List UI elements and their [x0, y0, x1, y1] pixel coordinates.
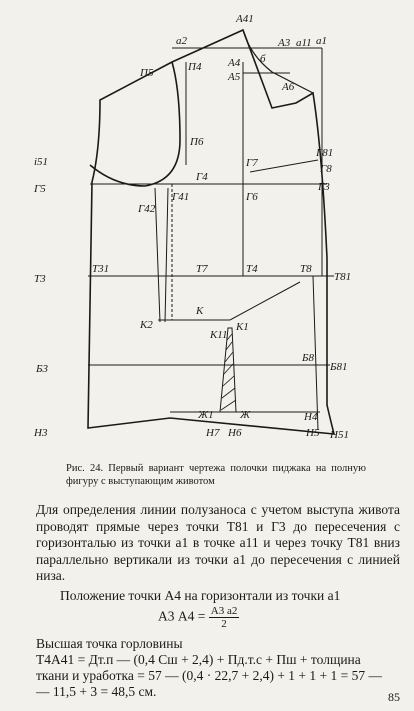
label-t8: Т8 [300, 263, 312, 275]
label-k1: К1 [236, 321, 249, 333]
label-n5: Н5 [306, 427, 320, 439]
formula-1-num: А3 а2 [210, 605, 238, 617]
label-n4: Н4 [304, 411, 318, 423]
label-g3: Г3 [318, 181, 330, 193]
label-g4: Г4 [196, 171, 208, 183]
outer-contour [88, 30, 334, 434]
formula-2-line-3: — 11,5 + 3 = 48,5 см. [36, 684, 157, 699]
label-a4: А4 [228, 57, 241, 69]
label-n7: Н7 [206, 427, 220, 439]
label-g41: Г41 [172, 191, 190, 203]
label-p5: П5 [140, 67, 154, 79]
label-t7: Т7 [196, 263, 208, 275]
label-b3: Б3 [36, 363, 48, 375]
paragraph-1: Для определения линии полузаноса с учетом выступа живота проводят прямые через точки Т81 и Г3 до пересечения с горизонталью из точки а1 в точке а11 и через точку Т81 вниз параллельно вертикали из точки а1 до пересечения с линией низа. [36, 502, 400, 583]
label-p4: П4 [188, 61, 202, 73]
label-k2: К2 [140, 319, 153, 331]
label-zh: Ж [240, 409, 251, 421]
label-a1: а1 [316, 35, 327, 47]
label-n6: Н6 [228, 427, 242, 439]
line-dart-left [155, 188, 160, 322]
label-g81: Г81 [316, 147, 334, 159]
label-b81: Б81 [330, 361, 348, 373]
label-t81: Т81 [334, 271, 352, 283]
label-g42: Г42 [138, 203, 156, 215]
label-a2: а2 [176, 35, 187, 47]
formula-2-line-2: ткани и уработка = 57 — (0,4 · 22,7 + 2,4) + 1 + 1 + 1 = 57 — [36, 668, 383, 683]
label-i51: i51 [34, 156, 49, 168]
line-k2-k1 [158, 282, 300, 320]
label-k11: К11 [210, 329, 228, 341]
label-t3: Т3 [34, 273, 46, 285]
label-n51: Н51 [330, 429, 349, 441]
formula-1-den: 2 [221, 618, 227, 630]
label-g7: Г7 [246, 157, 258, 169]
label-k: К [196, 305, 204, 317]
label-a6: А6 [282, 81, 295, 93]
paragraph-2: Положение точки А4 на горизонтали из точки а1 [60, 588, 341, 603]
formula-1 [158, 605, 239, 630]
label-g8: Г8 [320, 163, 332, 175]
heading: Высшая точка горловины [36, 636, 183, 651]
armhole-curve [90, 62, 180, 186]
label-t31: Т31 [92, 263, 110, 275]
label-a5: А5 [228, 71, 241, 83]
label-g5: Г5 [34, 183, 46, 195]
formula-1-left: А3 А4 = [158, 608, 206, 624]
formula-1-fraction [209, 605, 240, 630]
label-a11: а11 [296, 37, 312, 49]
formula-2-line-1: Т4А41 = Дт.п — (0,4 Сш + 2,4) + Пд.т.с + Пш + толщина [36, 652, 361, 667]
figure-caption: Рис. 24. Первый вариант чертежа полочки пиджака на полную фигуру с выступающим животом [66, 463, 366, 487]
label-zh1: Ж1 [198, 409, 214, 421]
page-number: 85 [388, 690, 400, 704]
label-b8: Б8 [302, 352, 314, 364]
label-t4: Т4 [246, 263, 258, 275]
label-p6: П6 [190, 136, 204, 148]
label-b: б [260, 53, 266, 65]
line-g7-g8 [250, 160, 318, 172]
label-g6: Г6 [246, 191, 258, 203]
label-n3: Н3 [34, 427, 48, 439]
label-a41: А41 [236, 13, 254, 25]
line-dart-right [165, 188, 168, 322]
label-a3: А3 [278, 37, 291, 49]
